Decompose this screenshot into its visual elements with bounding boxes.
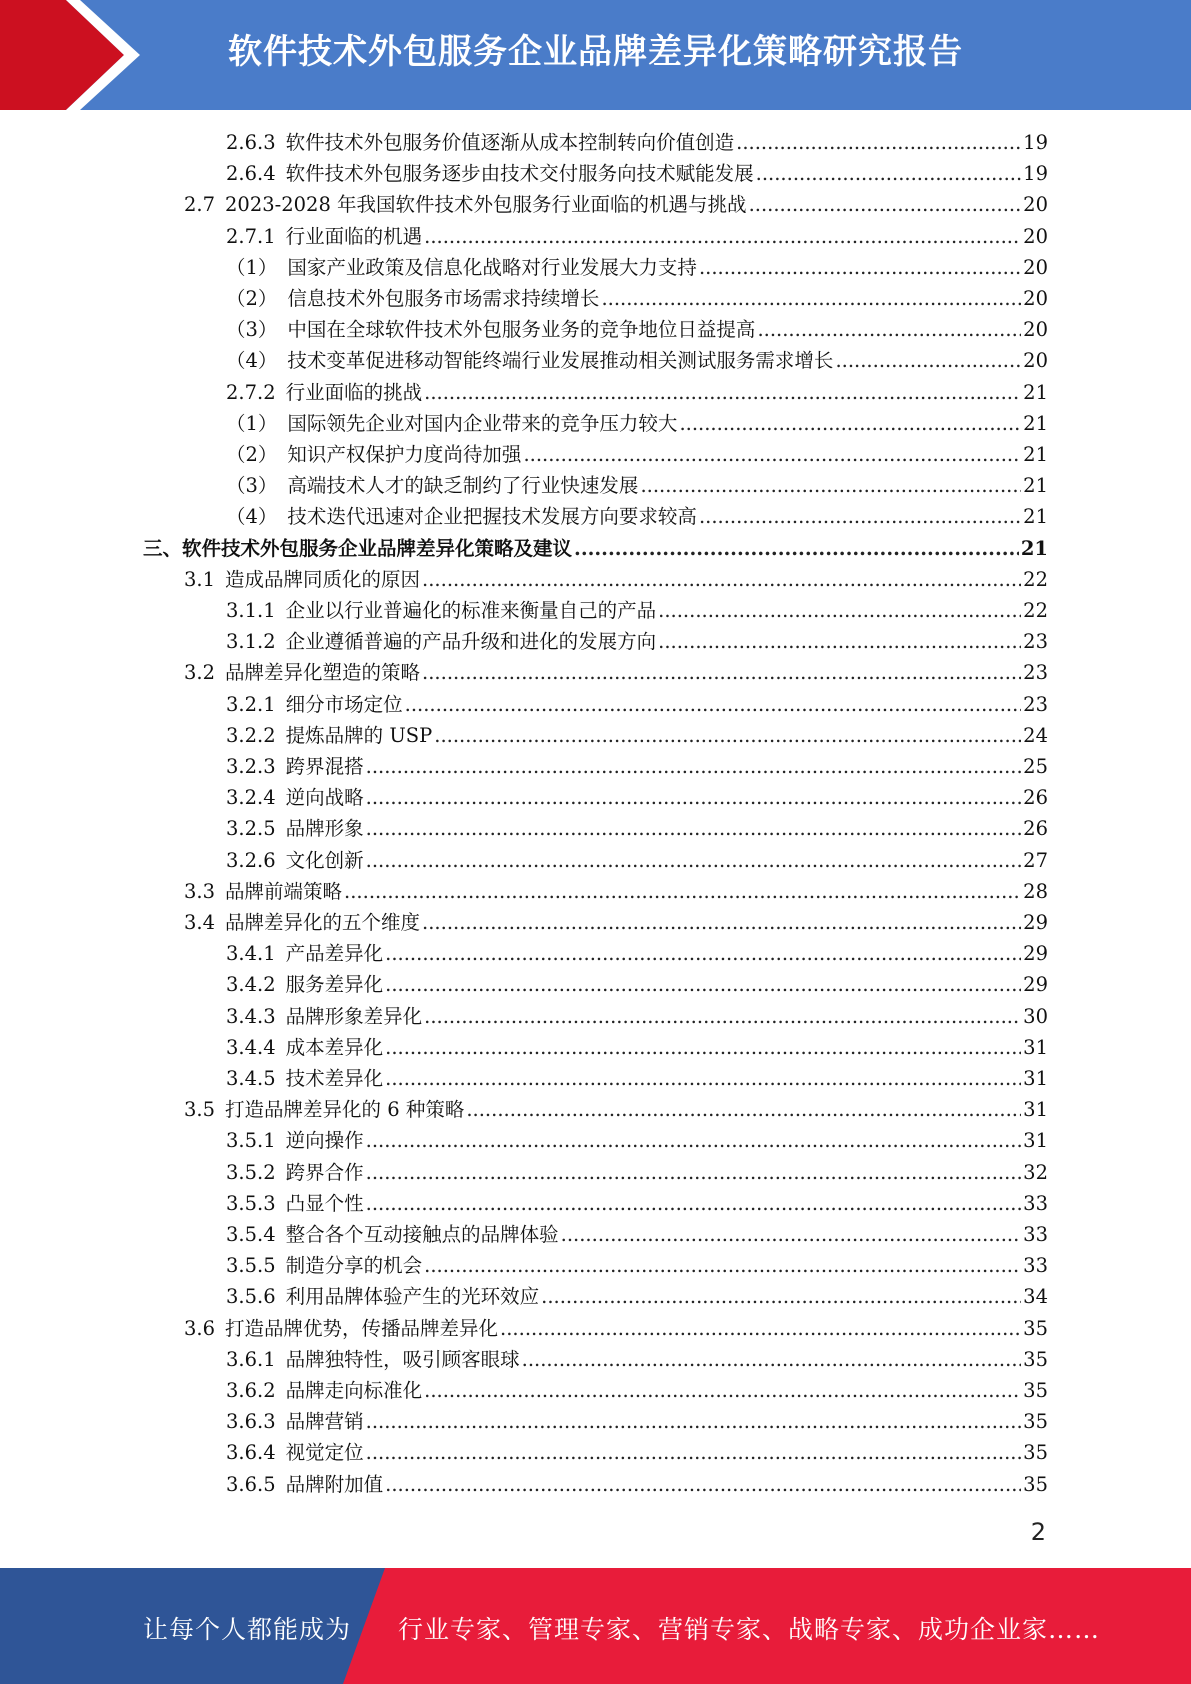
toc-entry-page: 33 bbox=[1023, 1254, 1048, 1278]
toc-entry-number: （1） bbox=[226, 255, 278, 279]
toc-entry-title: 成本差异化 bbox=[285, 1035, 384, 1059]
toc-entry[interactable] bbox=[184, 657, 1048, 688]
toc-entry[interactable] bbox=[226, 221, 1048, 252]
toc-entry[interactable] bbox=[226, 1375, 1048, 1406]
toc-entry-title: 品牌差异化的五个维度 bbox=[225, 911, 421, 934]
toc-entry[interactable] bbox=[226, 1125, 1048, 1156]
toc-entry-page: 34 bbox=[1023, 1285, 1048, 1309]
toc-dot-leader bbox=[699, 252, 1021, 283]
toc-entry-page: 35 bbox=[1023, 1410, 1048, 1434]
toc-entry-title: 品牌附加值 bbox=[285, 1472, 384, 1496]
toc-dot-leader bbox=[424, 1001, 1021, 1032]
toc-entry-number: （1） bbox=[226, 411, 278, 435]
toc-dot-leader bbox=[424, 377, 1021, 408]
toc-entry-page: 32 bbox=[1023, 1160, 1048, 1184]
toc-dot-leader bbox=[574, 533, 1019, 564]
toc-dot-leader bbox=[366, 1157, 1022, 1188]
toc-entry[interactable] bbox=[184, 189, 1048, 220]
toc-entry-number: 2.7.2 bbox=[226, 380, 276, 404]
toc-entry[interactable] bbox=[226, 845, 1048, 876]
toc-entry[interactable] bbox=[143, 533, 1048, 564]
toc-entry-title: 企业以行业普遍化的标准来衡量自己的产品 bbox=[285, 599, 657, 622]
toc-entry[interactable] bbox=[184, 564, 1048, 595]
toc-entry-page: 20 bbox=[1023, 224, 1048, 248]
toc-entry-title: 逆向战略 bbox=[285, 786, 364, 810]
toc-entry[interactable] bbox=[226, 1188, 1048, 1219]
toc-entry-title: 产品差异化 bbox=[285, 942, 384, 966]
toc-dot-leader bbox=[366, 845, 1022, 876]
toc-entry-page: 21 bbox=[1023, 443, 1048, 466]
toc-dot-leader bbox=[500, 1313, 1021, 1344]
toc-dot-leader bbox=[424, 221, 1021, 252]
toc-entry-title: 品牌前端策略 bbox=[225, 879, 343, 903]
toc-entry-number: 3.6 bbox=[184, 1316, 216, 1340]
toc-dot-leader bbox=[640, 470, 1021, 501]
toc-entry-title: 品牌营销 bbox=[285, 1410, 364, 1434]
toc-entry-number: 3.6.5 bbox=[226, 1472, 276, 1496]
toc-entry-number: 3.1.2 bbox=[226, 630, 276, 654]
toc-dot-leader bbox=[366, 1406, 1022, 1437]
toc-dot-leader bbox=[658, 595, 1021, 626]
toc-entry-number: 3.2.2 bbox=[226, 723, 276, 747]
toc-dot-leader bbox=[424, 1250, 1021, 1281]
toc-entry[interactable] bbox=[226, 1406, 1048, 1437]
toc-dot-leader bbox=[422, 907, 1021, 938]
toc-entry-title: 跨界合作 bbox=[285, 1160, 364, 1184]
toc-entry[interactable] bbox=[226, 314, 1048, 345]
toc-entry-number: 3.5.3 bbox=[226, 1191, 276, 1215]
toc-entry-page: 19 bbox=[1023, 162, 1048, 186]
toc-entry-title: 逆向操作 bbox=[285, 1129, 364, 1153]
toc-entry-number: 3.2.5 bbox=[226, 817, 276, 841]
toc-entry-page: 22 bbox=[1023, 599, 1048, 622]
toc-entry[interactable] bbox=[226, 969, 1048, 1000]
toc-entry-number: 3.3 bbox=[184, 879, 216, 903]
toc-entry-page: 20 bbox=[1023, 287, 1048, 310]
toc-entry-title: 利用品牌体验产生的光环效应 bbox=[285, 1285, 540, 1309]
toc-entry[interactable] bbox=[226, 501, 1048, 532]
toc-entry-page: 31 bbox=[1023, 1035, 1048, 1059]
toc-dot-leader bbox=[434, 720, 1021, 751]
toc-entry-title: 提炼品牌的 USP bbox=[285, 723, 433, 747]
toc-entry-number: 3.6.3 bbox=[226, 1410, 276, 1434]
toc-entry-title: 细分市场定位 bbox=[285, 692, 403, 716]
toc-entry-page: 21 bbox=[1023, 380, 1048, 404]
toc-entry-number: 3.2.3 bbox=[226, 755, 276, 778]
toc-entry[interactable] bbox=[226, 283, 1048, 314]
toc-entry-title: 国际领先企业对国内企业带来的竞争压力较大 bbox=[287, 411, 678, 435]
toc-entry-number: 3.2.4 bbox=[226, 786, 276, 810]
toc-entry-number: （2） bbox=[226, 287, 278, 310]
toc-entry-page: 35 bbox=[1023, 1379, 1048, 1402]
toc-entry[interactable] bbox=[226, 439, 1048, 470]
toc-entry-number: 3.5.4 bbox=[226, 1223, 276, 1246]
toc-entry-number: 3.4.5 bbox=[226, 1067, 276, 1090]
toc-entry-page: 33 bbox=[1023, 1191, 1048, 1215]
toc-dot-leader bbox=[601, 283, 1021, 314]
arrow-decoration-icon bbox=[0, 0, 160, 110]
toc-entry-page: 20 bbox=[1023, 318, 1048, 342]
toc-entry-number: 3.1 bbox=[184, 567, 216, 591]
toc-entry[interactable] bbox=[226, 1437, 1048, 1468]
toc-entry-number: 3.5.2 bbox=[226, 1160, 276, 1184]
toc-entry-page: 31 bbox=[1023, 1129, 1048, 1153]
page-header bbox=[0, 0, 1191, 110]
toc-dot-leader bbox=[736, 127, 1021, 158]
toc-dot-leader bbox=[366, 1125, 1022, 1156]
toc-entry-title: 高端技术人才的缺乏制约了行业快速发展 bbox=[287, 474, 639, 498]
toc-dot-leader bbox=[422, 657, 1021, 688]
toc-entry-number: 三、 bbox=[143, 536, 183, 560]
footer-slogan-right: 行业专家、管理专家、营销专家、战略专家、成功企业家…… bbox=[398, 1615, 1101, 1644]
toc-entry-number: 2.6.4 bbox=[226, 162, 276, 186]
toc-entry-page: 21 bbox=[1023, 474, 1048, 498]
toc-entry-number: （4） bbox=[226, 349, 278, 373]
toc-dot-leader bbox=[561, 1219, 1022, 1250]
toc-entry-page: 20 bbox=[1023, 193, 1048, 217]
toc-entry-title: 信息技术外包服务市场需求持续增长 bbox=[287, 287, 600, 310]
toc-entry-title: 打造品牌优势，传播品牌差异化 bbox=[225, 1316, 499, 1340]
toc-entry-page: 29 bbox=[1023, 973, 1048, 997]
toc-entry-number: 3.5.5 bbox=[226, 1254, 276, 1278]
toc-entry-number: 2.7.1 bbox=[226, 224, 276, 248]
toc-entry-title: 国家产业政策及信息化战略对行业发展大力支持 bbox=[287, 255, 697, 279]
toc-entry-page: 31 bbox=[1023, 1098, 1048, 1122]
toc-entry[interactable] bbox=[226, 1469, 1048, 1500]
toc-entry-number: （3） bbox=[226, 474, 278, 498]
toc-entry-page: 25 bbox=[1023, 755, 1048, 778]
toc-entry-page: 23 bbox=[1023, 692, 1048, 716]
toc-entry-title: 中国在全球软件技术外包服务业务的竞争地位日益提高 bbox=[287, 318, 756, 342]
page-footer bbox=[0, 1568, 1191, 1684]
toc-dot-leader bbox=[541, 1281, 1021, 1312]
toc-dot-leader bbox=[344, 876, 1021, 907]
toc-dot-leader bbox=[699, 501, 1021, 532]
toc-entry[interactable] bbox=[226, 345, 1048, 376]
toc-entry-title: 技术差异化 bbox=[285, 1067, 384, 1090]
toc-entry[interactable] bbox=[226, 158, 1048, 189]
toc-entry-page: 26 bbox=[1023, 786, 1048, 810]
toc-dot-leader bbox=[385, 1032, 1021, 1063]
toc-entry-title: 技术迭代迅速对企业把握技术发展方向要求较高 bbox=[287, 505, 697, 529]
toc-dot-leader bbox=[385, 938, 1021, 969]
toc-entry-title: 造成品牌同质化的原因 bbox=[225, 567, 421, 591]
toc-dot-leader bbox=[366, 1188, 1022, 1219]
toc-entry[interactable] bbox=[226, 1250, 1048, 1281]
toc-entry[interactable] bbox=[226, 1157, 1048, 1188]
toc-entry-number: 3.1.1 bbox=[226, 599, 276, 622]
toc-entry-page: 20 bbox=[1023, 349, 1048, 373]
toc-entry-number: 3.2.1 bbox=[226, 692, 276, 716]
toc-entry-page: 35 bbox=[1023, 1441, 1048, 1465]
toc-entry-number: 3.4 bbox=[184, 911, 216, 934]
toc-entry-page: 21 bbox=[1023, 505, 1048, 529]
toc-entry[interactable] bbox=[226, 377, 1048, 408]
toc-entry-page: 31 bbox=[1023, 1067, 1048, 1090]
toc-entry-page: 33 bbox=[1023, 1223, 1048, 1246]
toc-entry-title: 服务差异化 bbox=[285, 973, 384, 997]
toc-entry[interactable] bbox=[226, 1032, 1048, 1063]
toc-dot-leader bbox=[366, 813, 1022, 844]
toc-entry-title: 品牌差异化塑造的策略 bbox=[225, 661, 421, 685]
toc-entry-number: 2.7 bbox=[184, 193, 216, 217]
toc-entry-title: 整合各个互动接触点的品牌体验 bbox=[285, 1223, 559, 1246]
toc-entry-page: 22 bbox=[1023, 567, 1048, 591]
toc-entry-number: 3.5 bbox=[184, 1098, 216, 1122]
toc-entry[interactable] bbox=[184, 907, 1048, 938]
toc-entry-page: 23 bbox=[1023, 661, 1048, 685]
toc-entry-page: 35 bbox=[1023, 1472, 1048, 1496]
toc-entry[interactable] bbox=[226, 595, 1048, 626]
toc-entry[interactable] bbox=[226, 1344, 1048, 1375]
toc-entry[interactable] bbox=[226, 720, 1048, 751]
toc-entry-title: 行业面临的挑战 bbox=[285, 380, 423, 404]
toc-dot-leader bbox=[385, 1063, 1021, 1094]
toc-entry[interactable] bbox=[226, 127, 1048, 158]
toc-entry-number: 3.4.3 bbox=[226, 1004, 276, 1028]
toc-entry-page: 26 bbox=[1023, 817, 1048, 841]
toc-dot-leader bbox=[658, 626, 1021, 657]
toc-entry-page: 21 bbox=[1020, 536, 1048, 560]
report-title: 软件技术外包服务企业品牌差异化策略研究报告 bbox=[228, 32, 963, 72]
toc-entry-title: 跨界混搭 bbox=[285, 755, 364, 778]
toc-entry-page: 27 bbox=[1023, 848, 1048, 872]
toc-entry-page: 20 bbox=[1023, 255, 1048, 279]
toc-entry-title: 品牌独特性，吸引顾客眼球 bbox=[285, 1347, 520, 1371]
toc-entry-number: （2） bbox=[226, 443, 278, 466]
toc-dot-leader bbox=[424, 1375, 1021, 1406]
page-number: 2 bbox=[1030, 1518, 1046, 1546]
toc-entry-title: 软件技术外包服务价值逐渐从成本控制转向价值创造 bbox=[285, 131, 735, 154]
toc-entry-page: 23 bbox=[1023, 630, 1048, 654]
toc-entry-page: 29 bbox=[1023, 911, 1048, 934]
toc-entry-title: 技术变革促进移动智能终端行业发展推动相关测试服务需求增长 bbox=[287, 349, 834, 373]
toc-entry-page: 21 bbox=[1023, 411, 1048, 435]
toc-entry-title: 2023-2028 年我国软件技术外包服务行业面临的机遇与挑战 bbox=[225, 193, 747, 217]
toc-entry-title: 品牌走向标准化 bbox=[285, 1379, 423, 1402]
toc-entry[interactable] bbox=[226, 1281, 1048, 1312]
toc-entry-page: 29 bbox=[1023, 942, 1048, 966]
toc-entry-title: 视觉定位 bbox=[285, 1441, 364, 1465]
toc-entry-page: 35 bbox=[1023, 1316, 1048, 1340]
toc-entry[interactable] bbox=[184, 1313, 1048, 1344]
toc-dot-leader bbox=[757, 314, 1021, 345]
toc-dot-leader bbox=[523, 439, 1021, 470]
toc-dot-leader bbox=[422, 564, 1021, 595]
toc-entry[interactable] bbox=[226, 408, 1048, 439]
toc-entry[interactable] bbox=[226, 470, 1048, 501]
toc-entry-number: 3.6.1 bbox=[226, 1347, 276, 1371]
toc-entry[interactable] bbox=[226, 626, 1048, 657]
toc-entry-number: （3） bbox=[226, 318, 278, 342]
toc-entry-page: 30 bbox=[1023, 1004, 1048, 1028]
toc-entry-title: 品牌形象差异化 bbox=[285, 1004, 423, 1028]
toc-entry-title: 品牌形象 bbox=[285, 817, 364, 841]
toc-entry[interactable] bbox=[226, 782, 1048, 813]
toc-dot-leader bbox=[466, 1094, 1021, 1125]
toc-entry[interactable] bbox=[226, 1063, 1048, 1094]
toc-entry-title: 行业面临的机遇 bbox=[285, 224, 423, 248]
toc-entry-number: 3.4.2 bbox=[226, 973, 276, 997]
toc-dot-leader bbox=[522, 1344, 1022, 1375]
toc-entry-page: 24 bbox=[1023, 723, 1048, 747]
toc-entry-title: 文化创新 bbox=[285, 848, 364, 872]
toc-entry-page: 19 bbox=[1023, 131, 1048, 154]
toc-entry[interactable] bbox=[184, 1094, 1048, 1125]
toc-entry-page: 35 bbox=[1023, 1347, 1048, 1371]
toc-entry-number: 3.2 bbox=[184, 661, 216, 685]
toc-dot-leader bbox=[385, 1469, 1021, 1500]
toc-entry-title: 制造分享的机会 bbox=[285, 1254, 423, 1278]
toc-dot-leader bbox=[835, 345, 1021, 376]
toc-entry[interactable] bbox=[226, 813, 1048, 844]
toc-entry[interactable] bbox=[226, 252, 1048, 283]
toc-entry-number: 3.6.4 bbox=[226, 1441, 276, 1465]
toc-entry-title: 凸显个性 bbox=[285, 1191, 364, 1215]
toc-dot-leader bbox=[366, 751, 1022, 782]
toc-entry-number: 3.5.1 bbox=[226, 1129, 276, 1153]
toc-entry-number: （4） bbox=[226, 505, 278, 529]
toc-entry-title: 软件技术外包服务企业品牌差异化策略及建议 bbox=[182, 536, 573, 560]
toc-entry[interactable] bbox=[226, 1001, 1048, 1032]
toc-entry-page: 28 bbox=[1023, 879, 1048, 903]
toc-entry[interactable] bbox=[226, 938, 1048, 969]
toc-entry-number: 3.2.6 bbox=[226, 848, 276, 872]
toc-dot-leader bbox=[385, 969, 1021, 1000]
toc-entry[interactable] bbox=[226, 689, 1048, 720]
toc-dot-leader bbox=[366, 1437, 1022, 1468]
toc-entry-number: 3.4.4 bbox=[226, 1035, 276, 1059]
toc-entry-title: 打造品牌差异化的 6 种策略 bbox=[225, 1098, 465, 1122]
toc-entry-number: 3.6.2 bbox=[226, 1379, 276, 1402]
toc-entry[interactable] bbox=[226, 751, 1048, 782]
toc-entry-title: 知识产权保护力度尚待加强 bbox=[287, 443, 522, 466]
toc-entry-title: 企业遵循普遍的产品升级和进化的发展方向 bbox=[285, 630, 657, 654]
toc-entry[interactable] bbox=[226, 1219, 1048, 1250]
toc-dot-leader bbox=[679, 408, 1021, 439]
toc-dot-leader bbox=[405, 689, 1022, 720]
toc-entry-number: 3.5.6 bbox=[226, 1285, 276, 1309]
toc-entry-number: 3.4.1 bbox=[226, 942, 276, 966]
toc-entry[interactable] bbox=[184, 876, 1048, 907]
footer-slogan-left: 让每个人都能成为 bbox=[143, 1615, 352, 1644]
toc-dot-leader bbox=[756, 158, 1022, 189]
toc-entry-title: 软件技术外包服务逐步由技术交付服务向技术赋能发展 bbox=[285, 162, 754, 186]
toc-dot-leader bbox=[366, 782, 1022, 813]
toc-dot-leader bbox=[749, 189, 1022, 220]
toc-entry-number: 2.6.3 bbox=[226, 131, 276, 154]
